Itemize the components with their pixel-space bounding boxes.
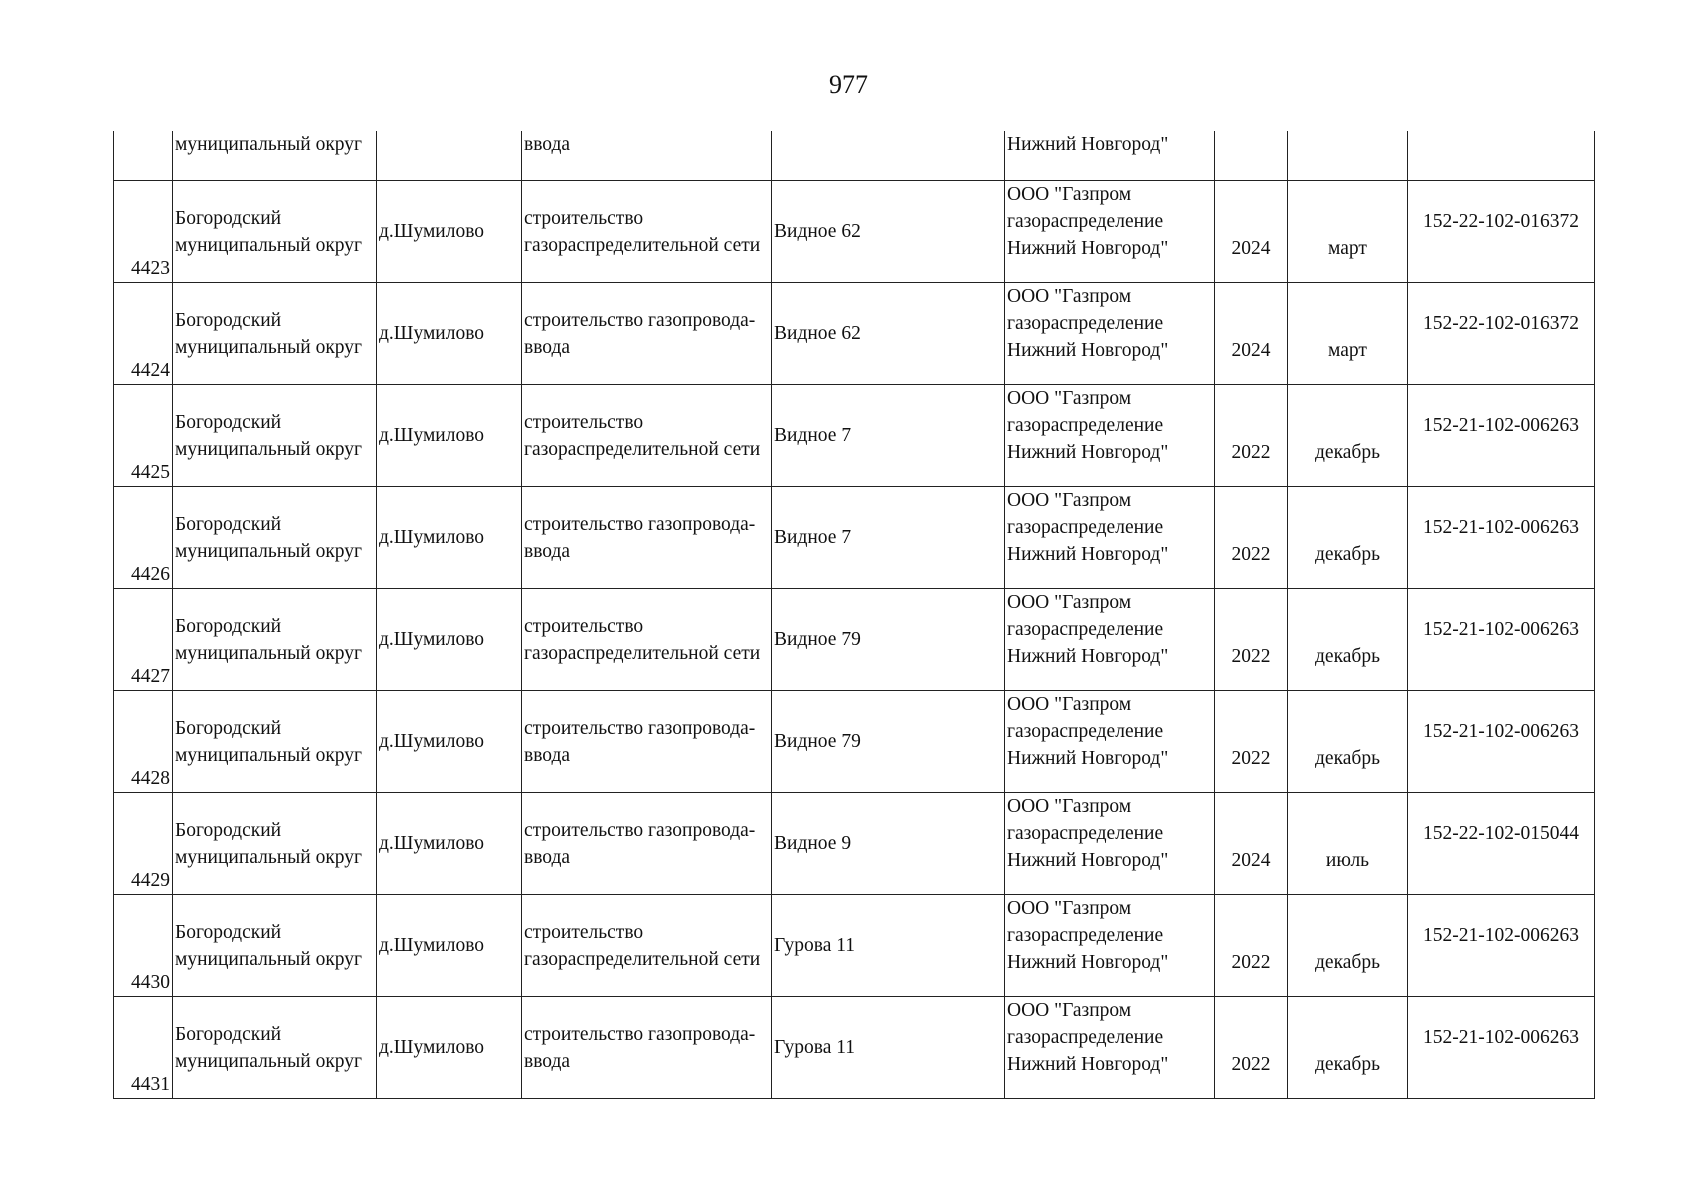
year-value: 2024 [1231,340,1271,361]
work-type-line: строительство газопровода- [524,513,756,535]
address-cell: Видное 62 [772,181,1005,283]
work-type-cell [522,385,772,487]
row-number-cell [114,131,173,181]
organization-cell [1005,691,1215,793]
year-cell [1215,691,1288,793]
work-type-line: ввода [524,846,571,868]
municipality-line: Богородский [175,513,282,535]
year-cell [1215,793,1288,895]
municipality-line: Богородский [175,717,282,739]
organization-line: Нижний Новгород" [1007,850,1169,871]
year-cell [1215,487,1288,589]
month-cell [1288,895,1408,997]
organization-line: ООО "Газпром [1007,694,1132,715]
year-cell [1215,895,1288,997]
work-type-line: строительство газопровода- [524,819,756,841]
month-value: декабрь [1315,544,1380,565]
organization-line: ООО "Газпром [1007,388,1132,409]
municipality-line: Богородский [175,819,282,841]
row-number-cell: 4428 [114,691,173,793]
work-type-line: строительство [524,207,644,229]
month-value: июль [1325,850,1370,871]
year-cell [1215,997,1288,1099]
month-cell [1288,997,1408,1099]
organization-line: ООО "Газпром [1007,490,1132,511]
organization-line: Нижний Новгород" [1007,952,1169,973]
year-cell [1215,283,1288,385]
municipality-line: муниципальный округ [175,234,363,256]
work-type-line: строительство [524,411,644,433]
table-row [114,283,1595,385]
work-type-cell [522,793,772,895]
code-value: 152-22-102-016372 [1423,313,1579,334]
organization-line: газораспределение [1007,925,1164,946]
work-type-line: строительство [524,615,644,637]
municipality-line: Богородский [175,1023,282,1045]
organization-cell [1005,895,1215,997]
organization-cell [1005,589,1215,691]
month-value: март [1328,340,1367,361]
organization-line: газораспределение [1007,517,1164,538]
year-value: 2022 [1231,952,1271,973]
table-row [114,487,1595,589]
month-value: декабрь [1315,952,1380,973]
municipality-cell [173,895,377,997]
village-cell: д.Шумилово [377,181,522,283]
municipality-line: Богородский [175,309,282,331]
table-row [114,691,1595,793]
year-cell [1215,385,1288,487]
work-type-line: ввода [524,336,571,358]
municipality-cell [173,997,377,1099]
organization-cell [1005,283,1215,385]
work-type-line: ввода [524,744,571,766]
month-value: декабрь [1315,442,1380,463]
organization-line: газораспределение [1007,721,1164,742]
organization-line: Нижний Новгород" [1007,544,1169,565]
village-cell: д.Шумилово [377,487,522,589]
year-value: 2024 [1231,850,1271,871]
year-value: 2022 [1231,1054,1271,1075]
municipality-line: муниципальный округ [175,948,363,970]
organization-cell [1005,181,1215,283]
municipality-line: муниципальный округ [175,540,363,562]
village-cell: д.Шумилово [377,793,522,895]
work-type-cell [522,691,772,793]
code-cell [1408,895,1595,997]
code-value: 152-21-102-006263 [1423,517,1579,538]
organization-line: ООО "Газпром [1007,1000,1132,1021]
month-value: декабрь [1315,748,1380,769]
work-type-line: ввода [524,1050,571,1072]
organization-line: Нижний Новгород" [1007,748,1169,769]
code-cell [1408,487,1595,589]
code-cell [1408,131,1595,181]
address-cell: Видное 7 [772,385,1005,487]
municipality-line: Богородский [175,921,282,943]
address-cell: Видное 62 [772,283,1005,385]
municipality-cell [173,691,377,793]
work-type-line: строительство газопровода- [524,717,756,739]
row-number-cell: 4429 [114,793,173,895]
municipality-line: муниципальный округ [175,744,363,766]
organization-cell [1005,487,1215,589]
code-cell [1408,385,1595,487]
work-type-line: строительство газопровода- [524,1023,756,1045]
month-cell [1288,793,1408,895]
code-value: 152-21-102-006263 [1423,925,1579,946]
month-cell [1288,283,1408,385]
page-number: 977 [829,70,868,99]
year-cell [1215,589,1288,691]
work-type-line: газораспределительной сети [524,642,761,664]
month-value: декабрь [1315,1054,1380,1075]
table-row [114,997,1595,1099]
village-cell: д.Шумилово [377,589,522,691]
organization-cell [1005,385,1215,487]
address-cell: Гурова 11 [772,895,1005,997]
row-number-cell: 4431 [114,997,173,1099]
row-number-cell: 4425 [114,385,173,487]
organization-line: газораспределение [1007,619,1164,640]
row-number-cell: 4427 [114,589,173,691]
code-value: 152-21-102-006263 [1423,1027,1579,1048]
code-cell [1408,283,1595,385]
work-type-line: газораспределительной сети [524,438,761,460]
village-cell [377,131,522,181]
work-type-line: ввода [524,540,571,562]
code-value: 152-22-102-015044 [1423,823,1579,844]
organization-cell: Нижний Новгород" [1005,131,1215,181]
municipality-cell [173,385,377,487]
month-cell [1288,691,1408,793]
code-cell [1408,793,1595,895]
code-cell [1408,181,1595,283]
code-cell [1408,997,1595,1099]
municipality-cell [173,181,377,283]
municipality-line: Богородский [175,615,282,637]
address-cell: Видное 7 [772,487,1005,589]
code-value: 152-21-102-006263 [1423,619,1579,640]
table-row [114,589,1595,691]
row-number-cell: 4430 [114,895,173,997]
organization-line: газораспределение [1007,1027,1164,1048]
gasification-table [113,131,1595,1099]
municipality-cell [173,283,377,385]
work-type-cell [522,895,772,997]
year-value: 2022 [1231,442,1271,463]
municipality-cell [173,793,377,895]
address-cell: Видное 9 [772,793,1005,895]
organization-line: газораспределение [1007,211,1164,232]
address-cell: Видное 79 [772,691,1005,793]
code-cell [1408,691,1595,793]
code-cell [1408,589,1595,691]
municipality-line: муниципальный округ [175,642,363,664]
organization-line: ООО "Газпром [1007,286,1132,307]
row-number-cell: 4426 [114,487,173,589]
work-type-line: газораспределительной сети [524,234,761,256]
table-row [114,895,1595,997]
year-value: 2022 [1231,748,1271,769]
work-type-cell [522,181,772,283]
municipality-cell [173,589,377,691]
work-type-cell [522,283,772,385]
work-type-cell: ввода [522,131,772,181]
address-cell [772,131,1005,181]
year-value: 2024 [1231,238,1271,259]
code-value: 152-22-102-016372 [1423,211,1579,232]
organization-line: ООО "Газпром [1007,796,1132,817]
code-value: 152-21-102-006263 [1423,721,1579,742]
month-cell [1288,181,1408,283]
organization-line: Нижний Новгород" [1007,646,1169,667]
month-cell [1288,589,1408,691]
work-type-cell [522,487,772,589]
organization-line: газораспределение [1007,313,1164,334]
municipality-line: муниципальный округ [175,1050,363,1072]
organization-line: ООО "Газпром [1007,184,1132,205]
village-cell: д.Шумилово [377,997,522,1099]
organization-line: Нижний Новгород" [1007,238,1169,259]
table-row [114,181,1595,283]
month-cell [1288,487,1408,589]
table-row [114,385,1595,487]
municipality-cell: муниципальный округ [173,131,377,181]
row-number-cell: 4424 [114,283,173,385]
municipality-line: муниципальный округ [175,336,363,358]
row-number-cell: 4423 [114,181,173,283]
organization-line: ООО "Газпром [1007,898,1132,919]
village-cell: д.Шумилово [377,283,522,385]
address-cell: Гурова 11 [772,997,1005,1099]
municipality-cell [173,487,377,589]
table-row [114,793,1595,895]
municipality-line: Богородский [175,207,282,229]
municipality-line: Богородский [175,411,282,433]
address-cell: Видное 79 [772,589,1005,691]
organization-line: Нижний Новгород" [1007,1054,1169,1075]
month-cell [1288,385,1408,487]
month-value: март [1328,238,1367,259]
village-cell: д.Шумилово [377,895,522,997]
organization-cell [1005,793,1215,895]
organization-line: газораспределение [1007,823,1164,844]
municipality-line: муниципальный округ [175,438,363,460]
work-type-cell [522,589,772,691]
year-value: 2022 [1231,544,1271,565]
organization-cell [1005,997,1215,1099]
work-type-line: газораспределительной сети [524,948,761,970]
village-cell: д.Шумилово [377,691,522,793]
village-cell: д.Шумилово [377,385,522,487]
month-cell [1288,131,1408,181]
organization-line: Нижний Новгород" [1007,340,1169,361]
work-type-cell [522,997,772,1099]
municipality-line: муниципальный округ [175,846,363,868]
work-type-line: строительство [524,921,644,943]
work-type-line: строительство газопровода- [524,309,756,331]
organization-line: газораспределение [1007,415,1164,436]
month-value: декабрь [1315,646,1380,667]
organization-line: ООО "Газпром [1007,592,1132,613]
year-cell [1215,181,1288,283]
organization-line: Нижний Новгород" [1007,442,1169,463]
code-value: 152-21-102-006263 [1423,415,1579,436]
table-row-carryover [114,131,1595,181]
year-cell [1215,131,1288,181]
year-value: 2022 [1231,646,1271,667]
